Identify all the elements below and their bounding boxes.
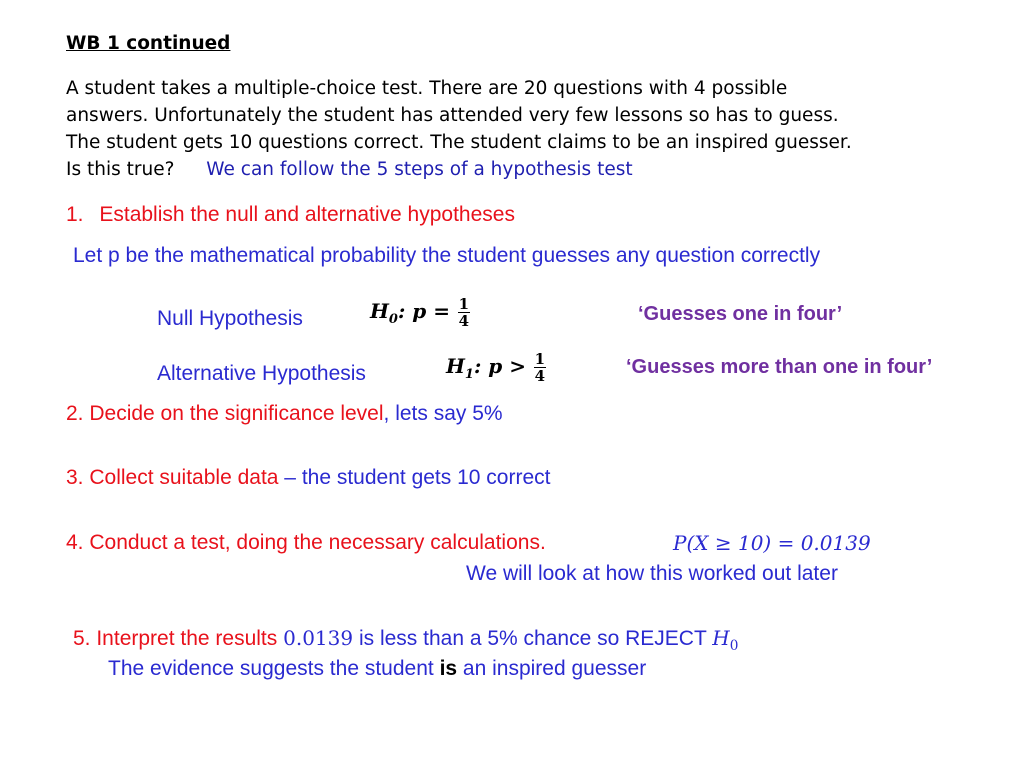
step5-note: is less than a 5% chance so REJECT [353,627,713,650]
step5-h-symbol: H [712,626,730,650]
intro-note: We can follow the 5 steps of a hypothesis test [206,159,633,180]
intro-line-3: The student gets 10 questions correct. The student claims to be an inspired guesser. [66,132,852,153]
step3-note: – the student gets 10 correct [278,466,551,489]
step2-heading: 2. Decide on the significance level [66,402,384,425]
step1-heading [66,203,515,227]
intro-line-4 [66,159,633,180]
step4-formula: P(X ≥ 10) = 0.0139 [673,531,871,555]
step4-note: We will look at how this worked out later [466,562,838,585]
null-fraction [458,296,470,329]
intro-line-2: answers. Unfortunately the student has attended very few lessons so has to guess. [66,105,839,126]
alt-fraction [534,351,546,384]
null-comment: ‘Guesses one in four’ [638,303,843,325]
alt-h-symbol: H [446,353,465,378]
alt-fraction-num: 1 [534,350,546,368]
step1-definition: Let p be the mathematical probability the student guesses any question correctly [73,244,821,267]
step1-title: Establish the null and alternative hypotheses [99,203,515,226]
conclusion-pre: The evidence suggests the student [108,657,440,680]
alt-hypothesis-formula [446,351,546,384]
alt-h-sub: 1 [464,366,474,382]
step4-heading: 4. Conduct a test, doing the necessary calculations. [66,531,546,554]
step3-heading: 3. Collect suitable data [66,466,279,489]
step5-heading: 5. Interpret the results [73,627,278,650]
conclusion-post: an inspired guesser [457,657,647,680]
step5-h-sub: 0 [729,638,739,655]
null-h-symbol: H [370,298,389,323]
alt-relation: : p > [473,353,527,378]
null-fraction-den: 4 [458,312,470,330]
step1-number: 1. [66,203,84,226]
alt-fraction-den: 4 [534,367,546,385]
null-hypothesis-formula [370,296,470,329]
step2 [66,402,503,426]
step5-value: 0.0139 [283,626,354,650]
conclusion-bold: is [439,657,458,680]
page-title: WB 1 continued [66,33,231,54]
alt-comment: ‘Guesses more than one in four’ [626,356,933,378]
null-hypothesis-label: Null Hypothesis [157,307,303,330]
step3 [66,466,550,490]
step5 [73,626,738,654]
null-relation: : p = [397,298,451,323]
null-h-sub: 0 [388,311,398,327]
null-fraction-num: 1 [458,295,470,313]
intro-line-1: A student takes a multiple-choice test. There are 20 questions with 4 possible [66,78,788,99]
intro-question: Is this true? [66,159,175,180]
step5-conclusion [108,657,646,681]
step2-note: , lets say 5% [383,402,503,425]
alt-hypothesis-label: Alternative Hypothesis [157,362,366,385]
